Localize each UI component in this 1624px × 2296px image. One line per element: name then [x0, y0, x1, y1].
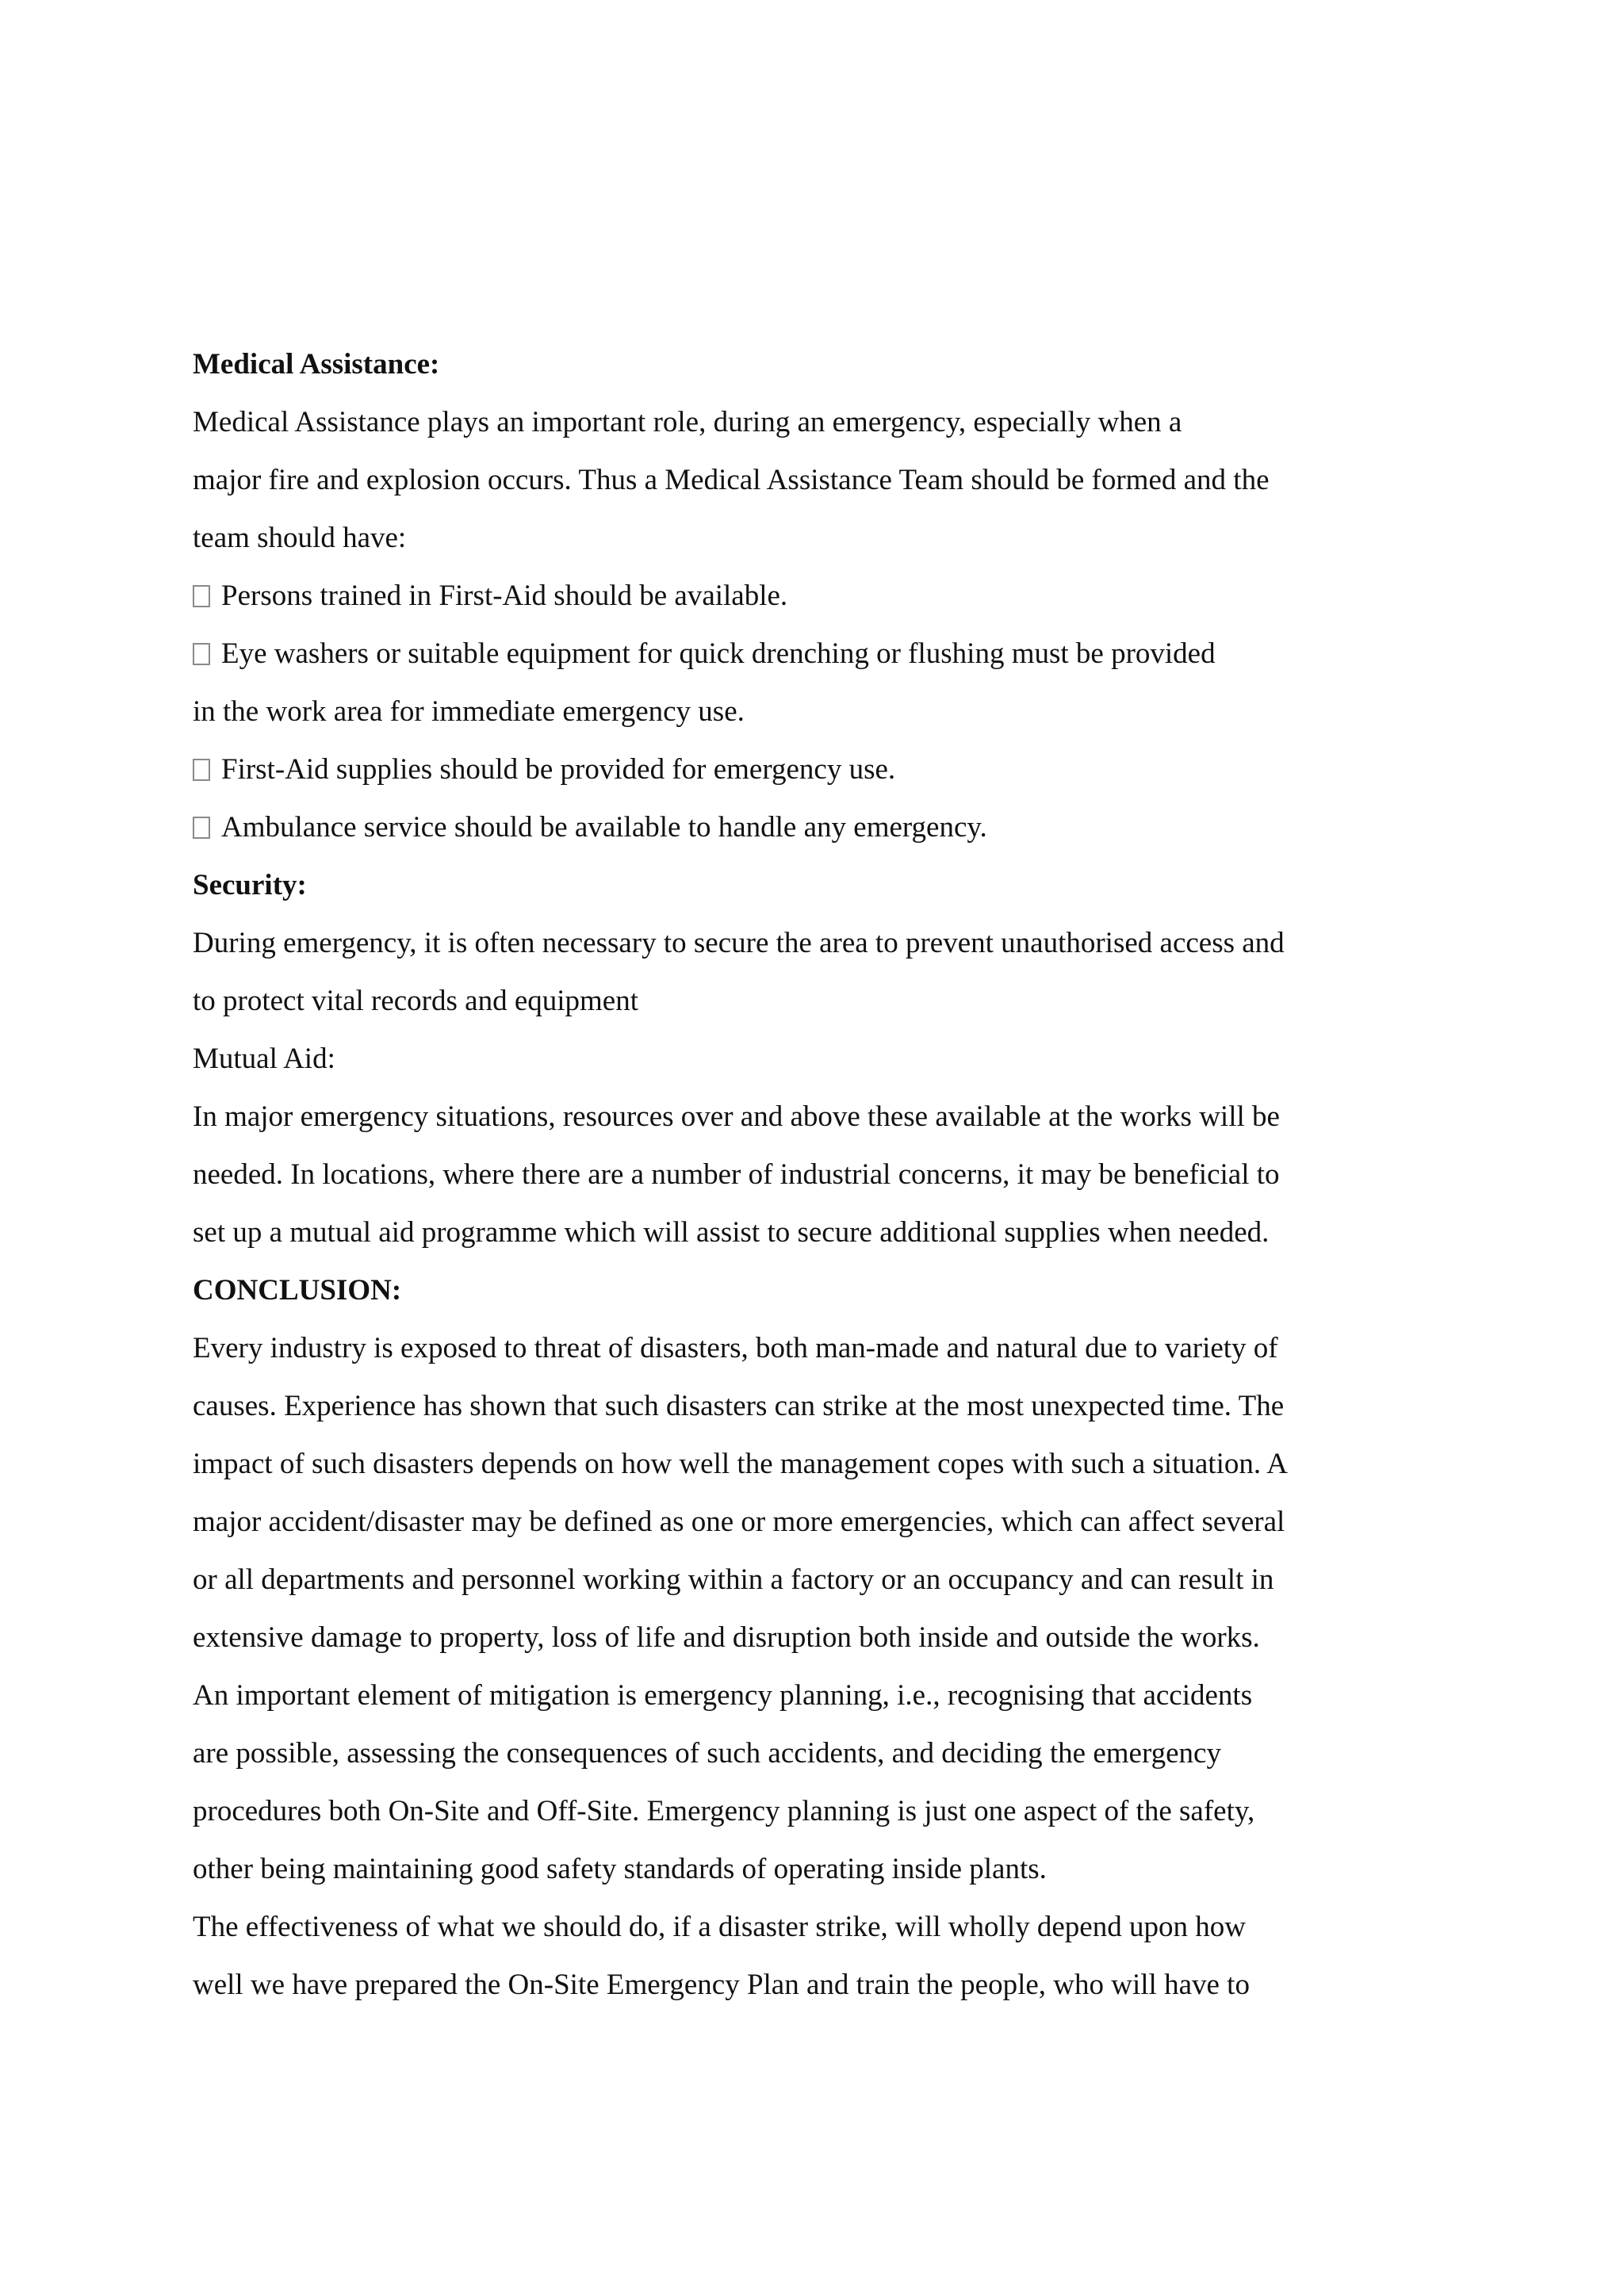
conclusion-paragraph-line: major accident/disaster may be defined as one or more emergencies, which can affect several: [193, 1506, 1285, 1538]
medical-paragraph-line: team should have:: [193, 522, 407, 554]
conclusion-paragraph-line: procedures both On-Site and Off-Site. Emergency planning is just one aspect of the safety,: [193, 1795, 1255, 1827]
medical-assistance-heading: Medical Assistance:: [193, 348, 440, 381]
missing-glyph-bullet-icon: [193, 585, 210, 607]
security-paragraph-line: to protect vital records and equipment: [193, 985, 639, 1017]
bullet-item: [193, 579, 787, 614]
bullet-continuation-line: in the work area for immediate emergency use.: [193, 695, 745, 728]
bullet-item: [193, 752, 895, 787]
mutual-aid-paragraph-line: In major emergency situations, resources over and above these available at the works will be: [193, 1100, 1280, 1133]
final-paragraph-line: well we have prepared the On-Site Emergency Plan and train the people, who will have to: [193, 1969, 1250, 2001]
bullet-item-text: Ambulance service should be available to handle any emergency.: [221, 811, 987, 844]
conclusion-paragraph-line: An important element of mitigation is emergency planning, i.e., recognising that accidents: [193, 1679, 1253, 1712]
conclusion-paragraph-line: extensive damage to property, loss of life and disruption both inside and outside the works.: [193, 1621, 1260, 1654]
conclusion-paragraph-line: causes. Experience has shown that such disasters can strike at the most unexpected time. The: [193, 1390, 1285, 1422]
missing-glyph-bullet-icon: [193, 759, 210, 781]
conclusion-paragraph-line: Every industry is exposed to threat of disasters, both man-made and natural due to variety of: [193, 1332, 1278, 1364]
security-heading: Security:: [193, 869, 307, 901]
bullet-item: [193, 637, 1216, 672]
bullet-item-text: Persons trained in First-Aid should be available.: [221, 580, 788, 612]
conclusion-heading: CONCLUSION:: [193, 1274, 402, 1307]
security-paragraph-line: During emergency, it is often necessary to secure the area to prevent unauthorised access and: [193, 927, 1285, 959]
medical-paragraph-line: major fire and explosion occurs. Thus a Medical Assistance Team should be formed and the: [193, 464, 1270, 496]
final-paragraph-line: The effectiveness of what we should do, if a disaster strike, will wholly depend upon how: [193, 1911, 1246, 1943]
missing-glyph-bullet-icon: [193, 643, 210, 665]
missing-glyph-bullet-icon: [193, 817, 210, 839]
conclusion-paragraph-line: are possible, assessing the consequences of such accidents, and deciding the emergency: [193, 1737, 1221, 1770]
mutual-aid-paragraph-line: set up a mutual aid programme which will assist to secure additional supplies when needed.: [193, 1216, 1270, 1249]
mutual-aid-paragraph-line: needed. In locations, where there are a number of industrial concerns, it may be beneficial to: [193, 1158, 1280, 1191]
conclusion-paragraph-line: impact of such disasters depends on how well the management copes with such a situation. A: [193, 1448, 1289, 1480]
medical-paragraph-line: Medical Assistance plays an important role, during an emergency, especially when a: [193, 406, 1182, 438]
conclusion-paragraph-line: other being maintaining good safety standards of operating inside plants.: [193, 1853, 1047, 1885]
bullet-item: [193, 810, 987, 845]
bullet-item-text: Eye washers or suitable equipment for quick drenching or flushing must be provided: [221, 637, 1216, 670]
conclusion-paragraph-line: or all departments and personnel working within a factory or an occupancy and can result in: [193, 1563, 1274, 1596]
mutual-aid-heading: Mutual Aid:: [193, 1043, 335, 1075]
bullet-item-text: First-Aid supplies should be provided for emergency use.: [221, 753, 896, 786]
